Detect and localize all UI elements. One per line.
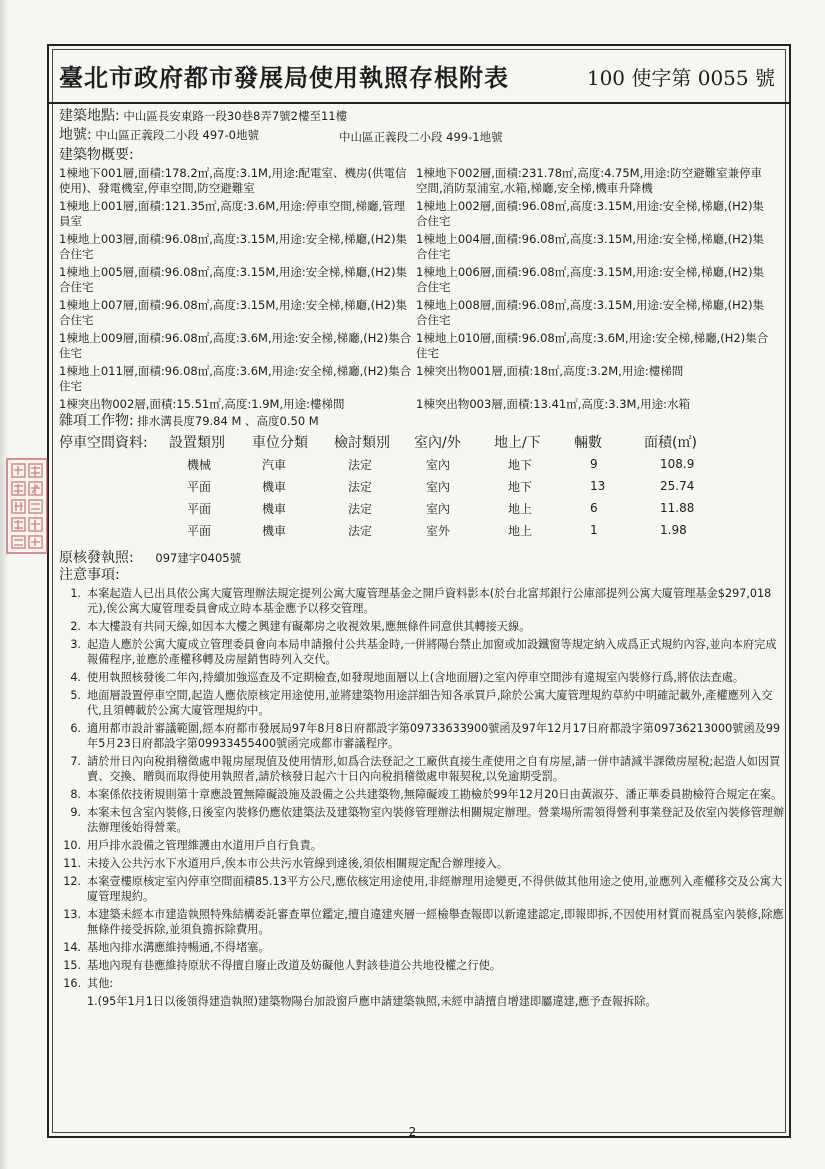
parking-row [59, 519, 724, 541]
note-text: 請於卅日內向稅捐稽徵處申報房屋現值及使用情形,如爲合法登記之工廠供直接生產使用之自有房屋,請一併申請減半課徵房屋稅;起造人如因買賣、交換、贈與而取得使用執照者,請於核發日起六十日內向稅捐稽徵處申報契稅,以免逾期受罰。 [87, 755, 781, 783]
note-text: 本案未包含室內裝修,日後室內裝修仍應依建築法及建築物室內裝修管理辦法相關規定辦理。營業場所需領得營利事業登記及依室內裝修管理辦法辦理後始得營業。 [87, 806, 785, 834]
note-text: 地面層設置停車空間,起造人應依原核定用途使用,並將建築物用途詳細告知各承買戶,除於公寓大廈管理規約草約中明確記載外,產權應列入交代,且須轉載於公寓大廈管理規約中。 [87, 689, 773, 717]
overview-right-7: 1棟突出物003層,面積:13.41㎡,高度:3.3M,用途:水箱 [416, 397, 690, 411]
parking-cell: 地上 [508, 523, 533, 538]
orig-permit-value: 097建字0405號 [155, 551, 242, 565]
lot-value-1: 中山區正義段二小段 497-0地號 [95, 128, 259, 142]
parking-cell: 機車 [262, 501, 287, 516]
parking-cell: 機車 [262, 523, 287, 538]
parking-row-spacer [59, 475, 169, 497]
location-row [59, 109, 347, 124]
parking-header-cell: 車位分類 [252, 435, 308, 451]
note-item [63, 805, 785, 835]
parking-cell: 1.98 [660, 523, 687, 537]
parking-cell: 法定 [348, 501, 373, 516]
parking-label: 停車空間資料: [59, 435, 148, 451]
note-number: 4. [70, 671, 81, 684]
note-text: 本建築未經本市建造執照特殊結構委託審查單位鑑定,擅自違建夾層一經檢舉查報即以新違建認定,即報即拆,不因使用材質而視爲室內裝修,除應無條件接受拆除,並須負擔拆除費用。 [87, 908, 784, 936]
note-number: 16. [63, 977, 81, 990]
overview-right-4: 1棟地上008層,面積:96.08㎡,高度:3.15M,用途:安全梯,梯廳,(H2)集合住宅 [416, 298, 765, 327]
overview-left-2: 1棟地上003層,面積:96.08㎡,高度:3.15M,用途:安全梯,梯廳,(H2)集合住宅 [59, 232, 408, 261]
overview-right-3: 1棟地上006層,面積:96.08㎡,高度:3.15M,用途:安全梯,梯廳,(H2)集合住宅 [416, 265, 765, 294]
title-bar [49, 46, 789, 104]
parking-cell: 9 [590, 457, 598, 471]
note-item [63, 994, 785, 1009]
note-text: 未接入公共污水下水道用戶,俟本市公共污水管線到達後,須依相關規定配合辦理接入。 [87, 857, 509, 870]
note-item [63, 958, 785, 973]
parking-cell: 機械 [187, 457, 212, 472]
parking-cell: 室內 [426, 501, 451, 516]
overview-left-6: 1棟地上011層,面積:96.08㎡,高度:3.6M,用途:安全梯,梯廳,(H2)集合住宅 [59, 364, 412, 393]
notes-list [63, 586, 785, 1012]
parking-cell: 108.9 [660, 457, 695, 471]
note-number: 11. [63, 857, 81, 870]
parking-header-cell: 輛數 [574, 435, 602, 451]
note-number: 9. [70, 806, 81, 819]
orig-permit-row [59, 551, 241, 566]
note-item [63, 619, 785, 634]
note-item [63, 670, 785, 685]
note-item [63, 874, 785, 904]
parking-cell: 平面 [187, 523, 212, 538]
note-item [63, 976, 785, 991]
parking-header-cell: 設置類別 [169, 435, 225, 451]
note-text: 本案壹樓原核定室內停車空間面積85.13平方公尺,應依核定用途使用,非經辦理用途變更,不得供做其他用途之使用,並應列入產權移交及公寓大廈管理規約。 [87, 875, 783, 903]
note-item [63, 787, 785, 802]
parking-cell: 地下 [508, 457, 533, 472]
parking-row-spacer [59, 453, 169, 475]
overview-label: 建築物概要: [59, 147, 134, 163]
note-number: 7. [70, 755, 81, 768]
note-number: 3. [70, 638, 81, 651]
note-item [63, 856, 785, 871]
notes-label: 注意事項: [59, 567, 120, 583]
orig-permit-label: 原核發執照: [59, 550, 134, 566]
lot-row [59, 128, 259, 143]
page-edge-shadow [0, 0, 8, 1169]
overview-left-5: 1棟地上009層,面積:96.08㎡,高度:3.6M,用途:安全梯,梯廳,(H2)集合住宅 [59, 331, 412, 360]
note-text: 基地內排水溝應維持暢通,不得堵塞。 [87, 941, 270, 954]
seal-glyphs [8, 460, 46, 552]
lot-value-2: 中山區正義段二小段 499-1地號 [339, 130, 503, 144]
note-number: 1. [70, 587, 81, 600]
note-text: 本案起造人已出具依公寓大廈管理辦法規定提列公寓大廈管理基金之開戶資料影本(於台北富邦銀行公庫部提列公寓大廈管理基金$297,018元),俟公寓大廈管理委員會成立時本基金應予以移交管理。 [87, 587, 772, 615]
note-text: 1.(95年1月1日以後領得建造執照)建築物陽台加設窗戶應申請建築執照,未經申請擅自增建即屬違建,應予查報拆除。 [87, 995, 657, 1008]
parking-header-cell: 面積(㎡) [644, 435, 697, 451]
document-frame [47, 44, 791, 1138]
overview-right-1: 1棟地上002層,面積:96.08㎡,高度:3.15M,用途:安全梯,梯廳,(H2)集合住宅 [416, 199, 765, 228]
note-text: 適用都市設計審議範圍,經本府都市發展局97年8月8日府都設字第09733633900號函及97年12月17日府都設字第09736213000號函及99年5月23日府都設字第09933455400號函完成都市審議程序。 [87, 722, 781, 750]
misc-value: 排水溝長度79.84 M 、高度0.50 M [137, 414, 319, 428]
note-item [63, 586, 785, 616]
parking-cell: 汽車 [262, 457, 287, 472]
note-item [63, 721, 785, 751]
overview-right-2: 1棟地上004層,面積:96.08㎡,高度:3.15M,用途:安全梯,梯廳,(H2)集合住宅 [416, 232, 765, 261]
note-number: 8. [70, 788, 81, 801]
overview-left-7: 1棟突出物002層,面積:15.51㎡,高度:1.9M,用途:樓梯間 [59, 397, 345, 411]
parking-cell: 室內 [426, 479, 451, 494]
note-item [63, 907, 785, 937]
overview-left-0: 1棟地下001層,面積:178.2㎡,高度:3.1M,用途:配電室、機房(供電信使用)、發電機室,停車空間,防空避難室 [59, 166, 407, 195]
overview-left-1: 1棟地上001層,面積:121.35㎡,高度:3.6M,用途:停車空間,梯廳,管理員室 [59, 199, 406, 228]
parking-header-row [59, 431, 724, 453]
parking-cell: 1 [590, 523, 598, 537]
note-text: 使用執照核發後二年內,持續加強巡查及不定期檢查,如發現地面層以上(含地面層)之室內停車空間涉有違規室內裝修行爲,將依法查處。 [87, 671, 745, 684]
overview-right-0: 1棟地下002層,面積:231.78㎡,高度:4.75M,用途:防空避難室兼停車空間,消防泵浦室,水箱,梯廳,安全梯,機車升降機 [416, 166, 763, 195]
parking-cell: 法定 [348, 457, 373, 472]
parking-cell: 室外 [426, 523, 451, 538]
document-title: 臺北市政府都市發展局使用執照存根附表 [59, 63, 509, 92]
parking-cell: 地下 [508, 479, 533, 494]
note-text: 本大樓設有共同天線,如因本大樓之興建有礙鄰房之收視效果,應無條件同意供其轉接天線。 [87, 620, 531, 633]
note-item [63, 940, 785, 955]
overview-left-3: 1棟地上005層,面積:96.08㎡,高度:3.15M,用途:安全梯,梯廳,(H2)集合住宅 [59, 265, 408, 294]
parking-cell: 11.88 [660, 501, 695, 515]
parking-row [59, 453, 724, 475]
parking-cell: 地上 [508, 501, 533, 516]
note-item [63, 838, 785, 853]
note-text: 基地內現有巷應維持原狀不得擅自廢止改道及妨礙他人對該巷道公共地役權之行使。 [87, 959, 501, 972]
parking-cell: 法定 [348, 479, 373, 494]
overview-right-6: 1棟突出物001層,面積:18㎡,高度:3.2M,用途:樓梯間 [416, 364, 684, 378]
parking-header-cell: 室內/外 [414, 435, 461, 451]
official-seal-stamp [6, 458, 48, 554]
location-value: 中山區長安東路一段30巷8弄7號2樓至11樓 [123, 109, 348, 123]
parking-row-spacer [59, 519, 169, 541]
permit-number: 100 使字第 0055 號 [586, 66, 775, 90]
parking-cell: 平面 [187, 501, 212, 516]
parking-row-spacer [59, 497, 169, 519]
location-label: 建築地點: [59, 108, 120, 124]
note-number: 2. [70, 620, 81, 633]
lot-label: 地號: [59, 127, 92, 143]
note-number [63, 994, 81, 1009]
note-number: 6. [70, 722, 81, 735]
parking-cell: 25.74 [660, 479, 695, 493]
note-number: 14. [63, 941, 81, 954]
parking-row [59, 497, 724, 519]
note-number: 13. [63, 908, 81, 921]
note-item [63, 688, 785, 718]
parking-cell: 室內 [426, 457, 451, 472]
parking-cell: 機車 [262, 479, 287, 494]
note-text: 本案係依技術規則第十章應設置無障礙設施及設備之公共建築物,無障礙竣工勘檢於99年12月20日由黃淑芬、潘正華委員勘檢符合規定在案。 [87, 788, 783, 801]
misc-label: 雜項工作物: [59, 413, 134, 429]
note-item [63, 754, 785, 784]
note-item [63, 637, 785, 667]
note-number: 12. [63, 875, 81, 888]
parking-cell: 法定 [348, 523, 373, 538]
parking-cell: 6 [590, 501, 598, 515]
overview-right-5: 1棟地上010層,面積:96.08㎡,高度:3.6M,用途:安全梯,梯廳,(H2)集合住宅 [416, 331, 769, 360]
parking-cell: 13 [590, 479, 606, 493]
note-number: 5. [70, 689, 81, 702]
note-number: 10. [63, 839, 81, 852]
note-text: 起造人應於公寓大廈成立管理委員會向本局申請撥付公共基金時,一併將陽台禁止加窗或加設鐵窗等規定納入成爲正式規約內容,並向本府完成報備程序,並應於產權移轉及房屋銷售時列入交代。 [87, 638, 777, 666]
note-number: 15. [63, 959, 81, 972]
page-number: 2 [408, 1125, 417, 1139]
note-text: 其他: [87, 977, 114, 990]
parking-row [59, 475, 724, 497]
parking-header-cell: 檢討類別 [334, 435, 390, 451]
note-text: 用戶排水設備之管理維護由水道用戶自行負責。 [87, 839, 322, 852]
parking-cell: 平面 [187, 479, 212, 494]
parking-table [59, 431, 724, 541]
parking-header-cell: 地上/下 [494, 435, 541, 451]
overview-left-4: 1棟地上007層,面積:96.08㎡,高度:3.15M,用途:安全梯,梯廳,(H2)集合住宅 [59, 298, 408, 327]
misc-row [59, 414, 319, 429]
